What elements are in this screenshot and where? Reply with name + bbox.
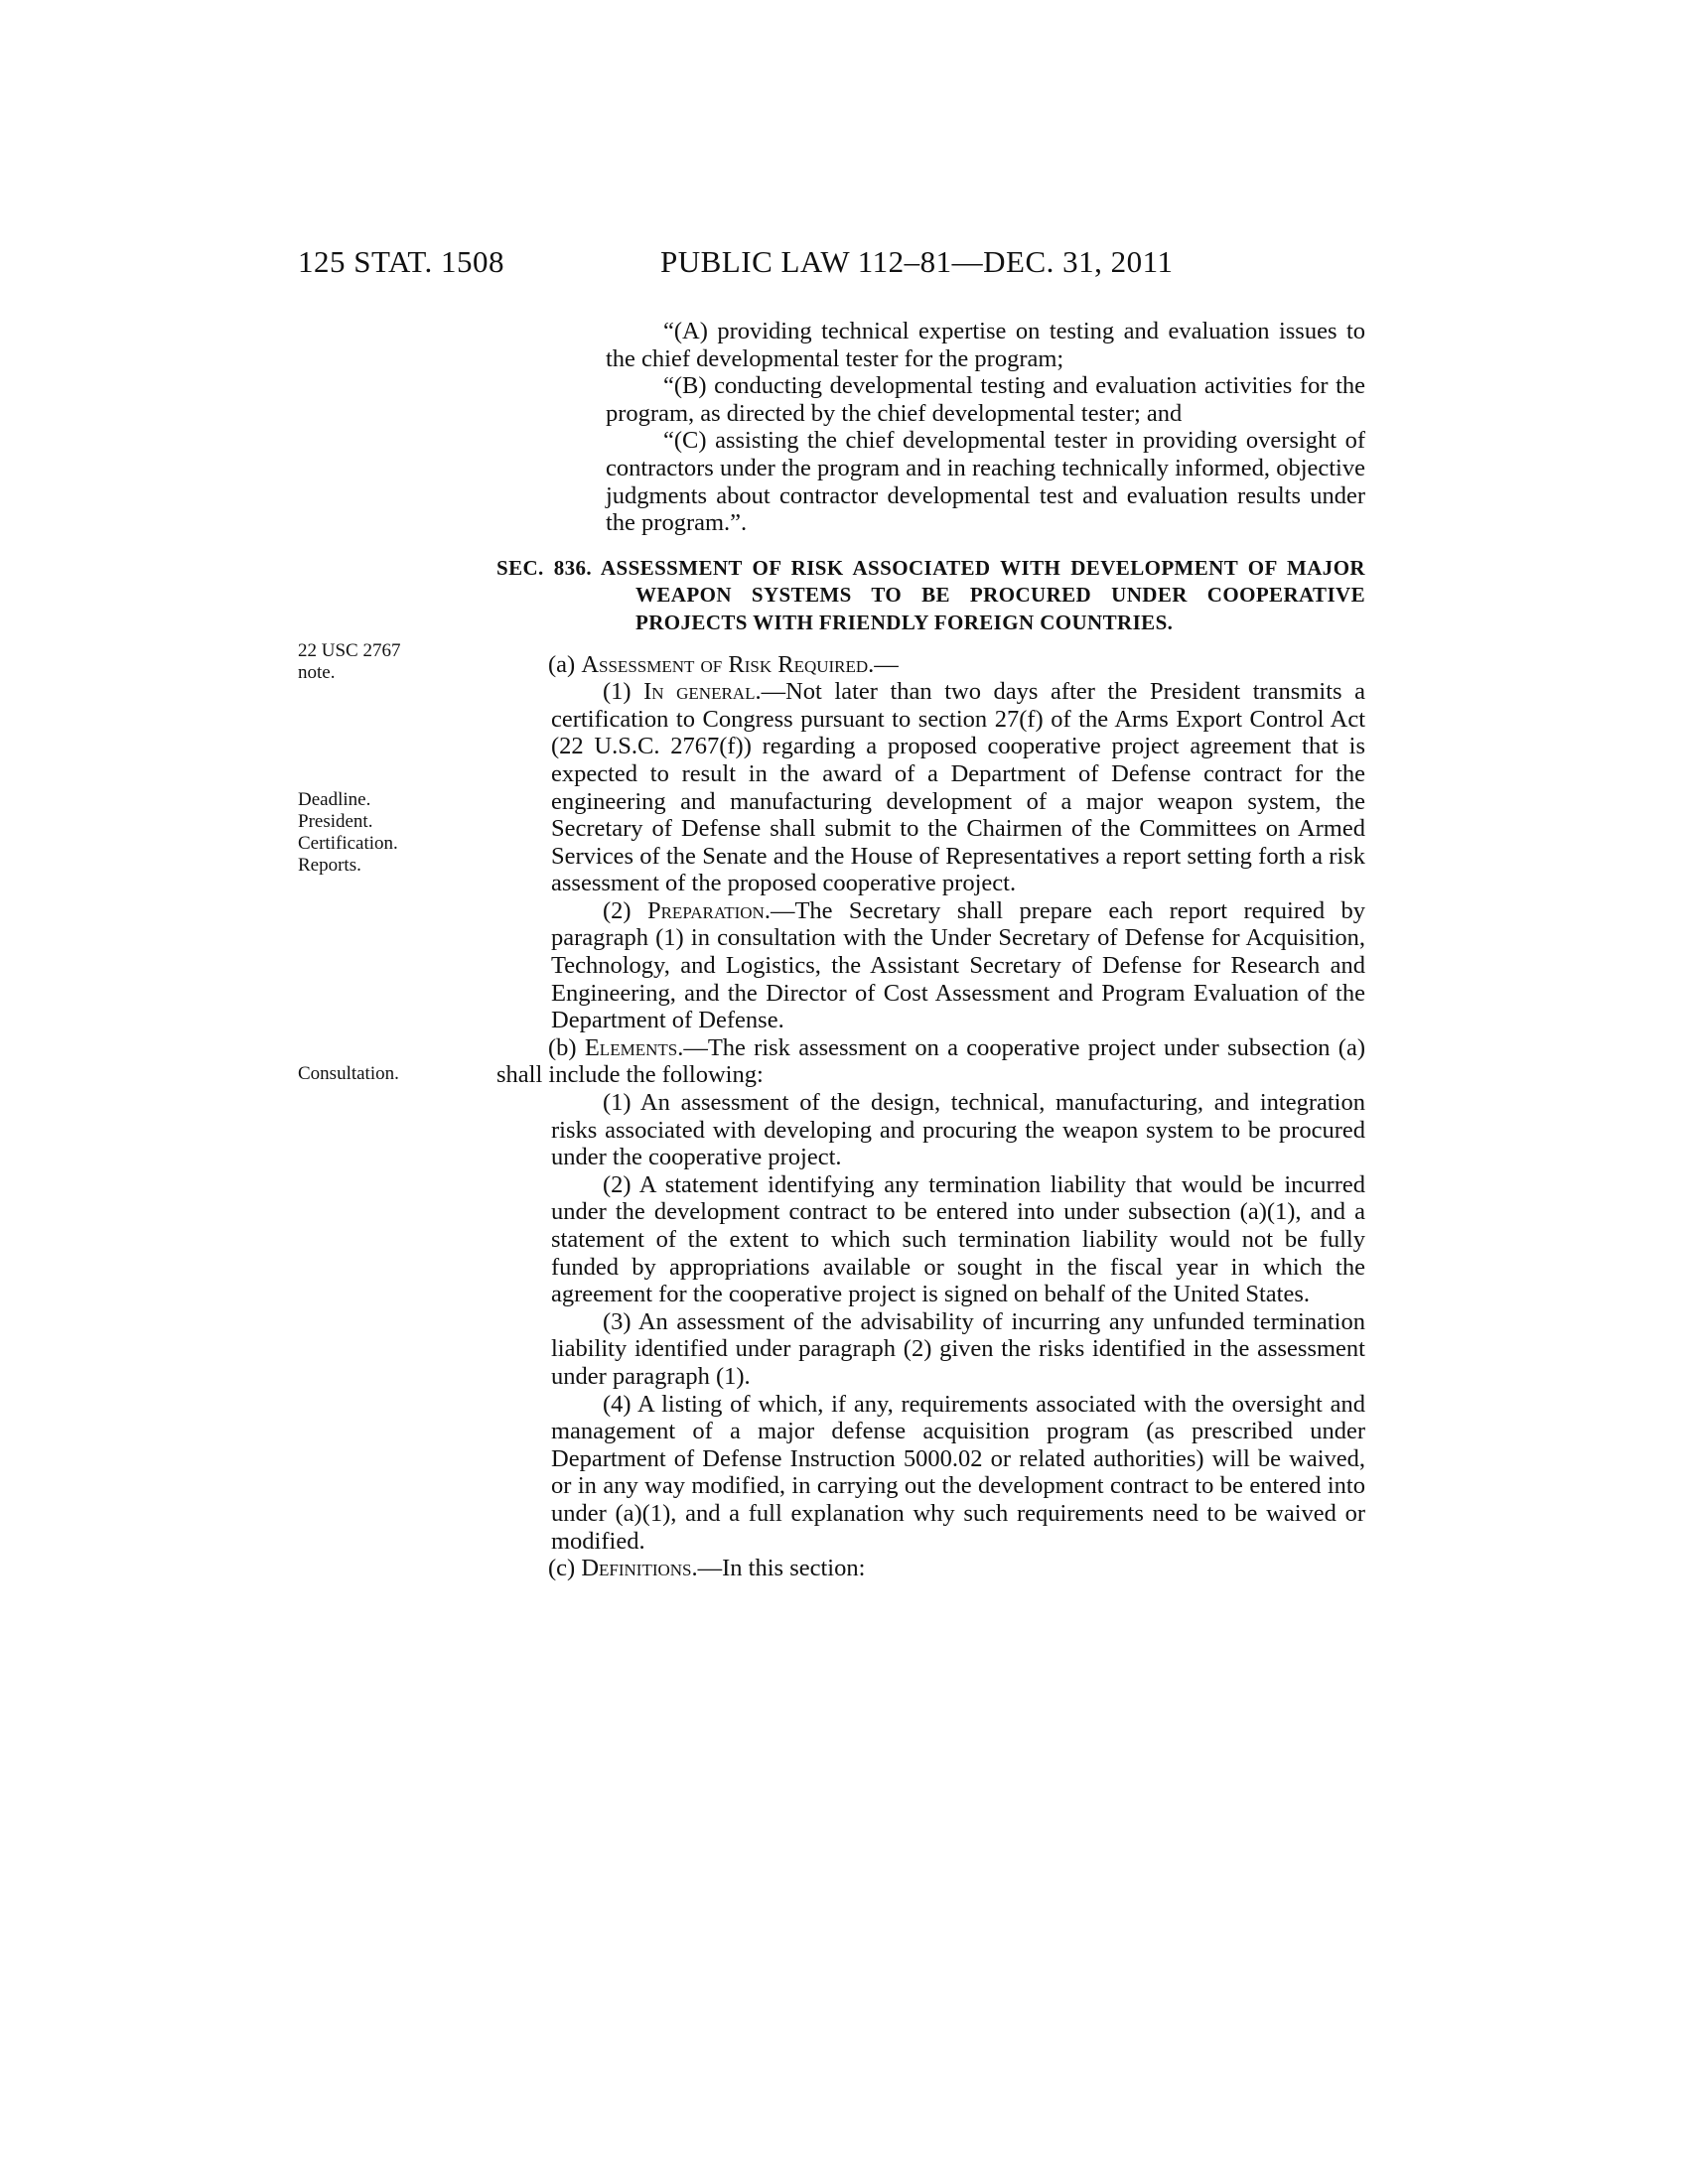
margin-note-usc — [298, 640, 457, 684]
margin-note-usc-line-1: 22 USC 2767 — [298, 640, 401, 661]
margin-note-consultation-line-1: Consultation. — [298, 1063, 399, 1084]
margin-note-deadline-line-4: Reports. — [298, 855, 361, 876]
subsection-b-heading: Elements — [584, 1033, 678, 1061]
paragraph-b2: (2) A statement identifying any termination liability that would be incurred under the development contract to be entered into under subsection (a)(1), and a statement of the extent to which such termination liability would not be fully funded by appropriations available or sought in the fiscal year in which the agreement for the cooperative project is signed on behalf of the United States. — [551, 1170, 1365, 1308]
paragraph-a2-text: .—The Secretary shall prepare each report required by paragraph (1) in consultation with the Under Secretary of Defense for Acquisition, Technology, and Logistics, the Assistant Secretary of Defense for Research and Engineering, and the Director of Cost Assessment and Program Evaluation of the Department of Defense. — [551, 896, 1365, 1034]
section-heading: SEC. 836. ASSESSMENT OF RISK ASSOCIATED WITH DEVELOPMENT OF MAJOR WEAPON SYSTEMS TO BE PROCURED UNDER COOPERATIVE PROJECTS WITH FRIENDLY FOREIGN COUNTRIES. — [496, 555, 1365, 634]
paragraph-b1: (1) An assessment of the design, technical, manufacturing, and integration risks associated with developing and procuring the weapon system to be procured under the cooperative project. — [551, 1089, 1365, 1171]
paragraph-a1 — [496, 678, 1365, 897]
paragraph-a1-label: (1) — [603, 678, 644, 706]
page-header — [0, 244, 1688, 284]
paragraph-a2-label: (2) — [603, 896, 647, 924]
margin-note-consultation — [298, 1063, 457, 1085]
margin-note-deadline-line-2: President. — [298, 811, 373, 832]
paragraph-a2-heading: Preparation — [646, 896, 765, 924]
statute-body — [496, 318, 1365, 1582]
subsection-c — [496, 1555, 1365, 1582]
quoted-subparagraph-a: “(A) providing technical expertise on testing and evaluation issues to the chief developmental tester for the program; — [606, 318, 1365, 372]
subsection-b — [496, 1034, 1365, 1089]
margin-note-deadline-line-1: Deadline. — [298, 789, 371, 810]
public-law-title: PUBLIC LAW 112–81—DEC. 31, 2011 — [660, 244, 1174, 279]
subsection-c-text: .—In this section: — [691, 1555, 866, 1582]
subsection-a — [496, 651, 1365, 679]
quoted-subparagraph-b: “(B) conducting developmental testing and evaluation activities for the program, as directed by the chief developmental tester; and — [606, 372, 1365, 427]
subsection-a-heading: Assessment of Risk Required — [581, 650, 869, 678]
statute-page-number: 125 STAT. 1508 — [298, 244, 505, 279]
margin-note-usc-line-2: note. — [298, 662, 336, 683]
margin-note-deadline-line-3: Certification. — [298, 833, 398, 854]
margin-note-deadline — [298, 789, 457, 877]
paragraph-a1-heading: In general — [643, 678, 756, 706]
paragraph-b3: (3) An assessment of the advisability of incurring any unfunded termination liability identified under paragraph (2) given the risks identified in the assessment under paragraph (1). — [551, 1307, 1365, 1390]
subsection-b-text: .—The risk assessment on a cooperative project under subsection (a) shall include the following: — [496, 1033, 1365, 1089]
paragraph-a1-text: .—Not later than two days after the President transmits a certification to Congress pursuant to section 27(f) of the Arms Export Control Act (22 U.S.C. 2767(f)) regarding a proposed cooperative project agreement that is expected to result in the award of a Department of Defense contract for the engineering and manufacturing development of a major weapon system, the Secretary of Defense shall submit to the Chairmen of the Committees on Armed Services of the Senate and the House of Representatives a report setting forth a risk assessment of the proposed cooperative project. — [551, 678, 1365, 897]
paragraph-a2 — [496, 897, 1365, 1034]
paragraph-b4: (4) A listing of which, if any, requirements associated with the oversight and management of a major defense acquisition program (as prescribed under Department of Defense Instruction 5000.02 or related authorities) will be waived, or in any way modified, in carrying out the development contract to be entered into under (a)(1), and a full explanation why such requirements need to be waived or modified. — [551, 1390, 1365, 1555]
subsection-c-heading: Definitions — [581, 1555, 692, 1582]
quoted-subparagraph-c: “(C) assisting the chief developmental tester in providing oversight of contractors under the program and in reaching technically informed, objective judgments about contractor developmental test and evaluation results under the program.”. — [606, 427, 1365, 537]
subsection-b-label: (b) — [548, 1033, 585, 1061]
subsection-a-dash: .— — [868, 650, 899, 678]
subsection-a-label: (a) — [548, 650, 582, 678]
subsection-c-label: (c) — [548, 1555, 582, 1582]
